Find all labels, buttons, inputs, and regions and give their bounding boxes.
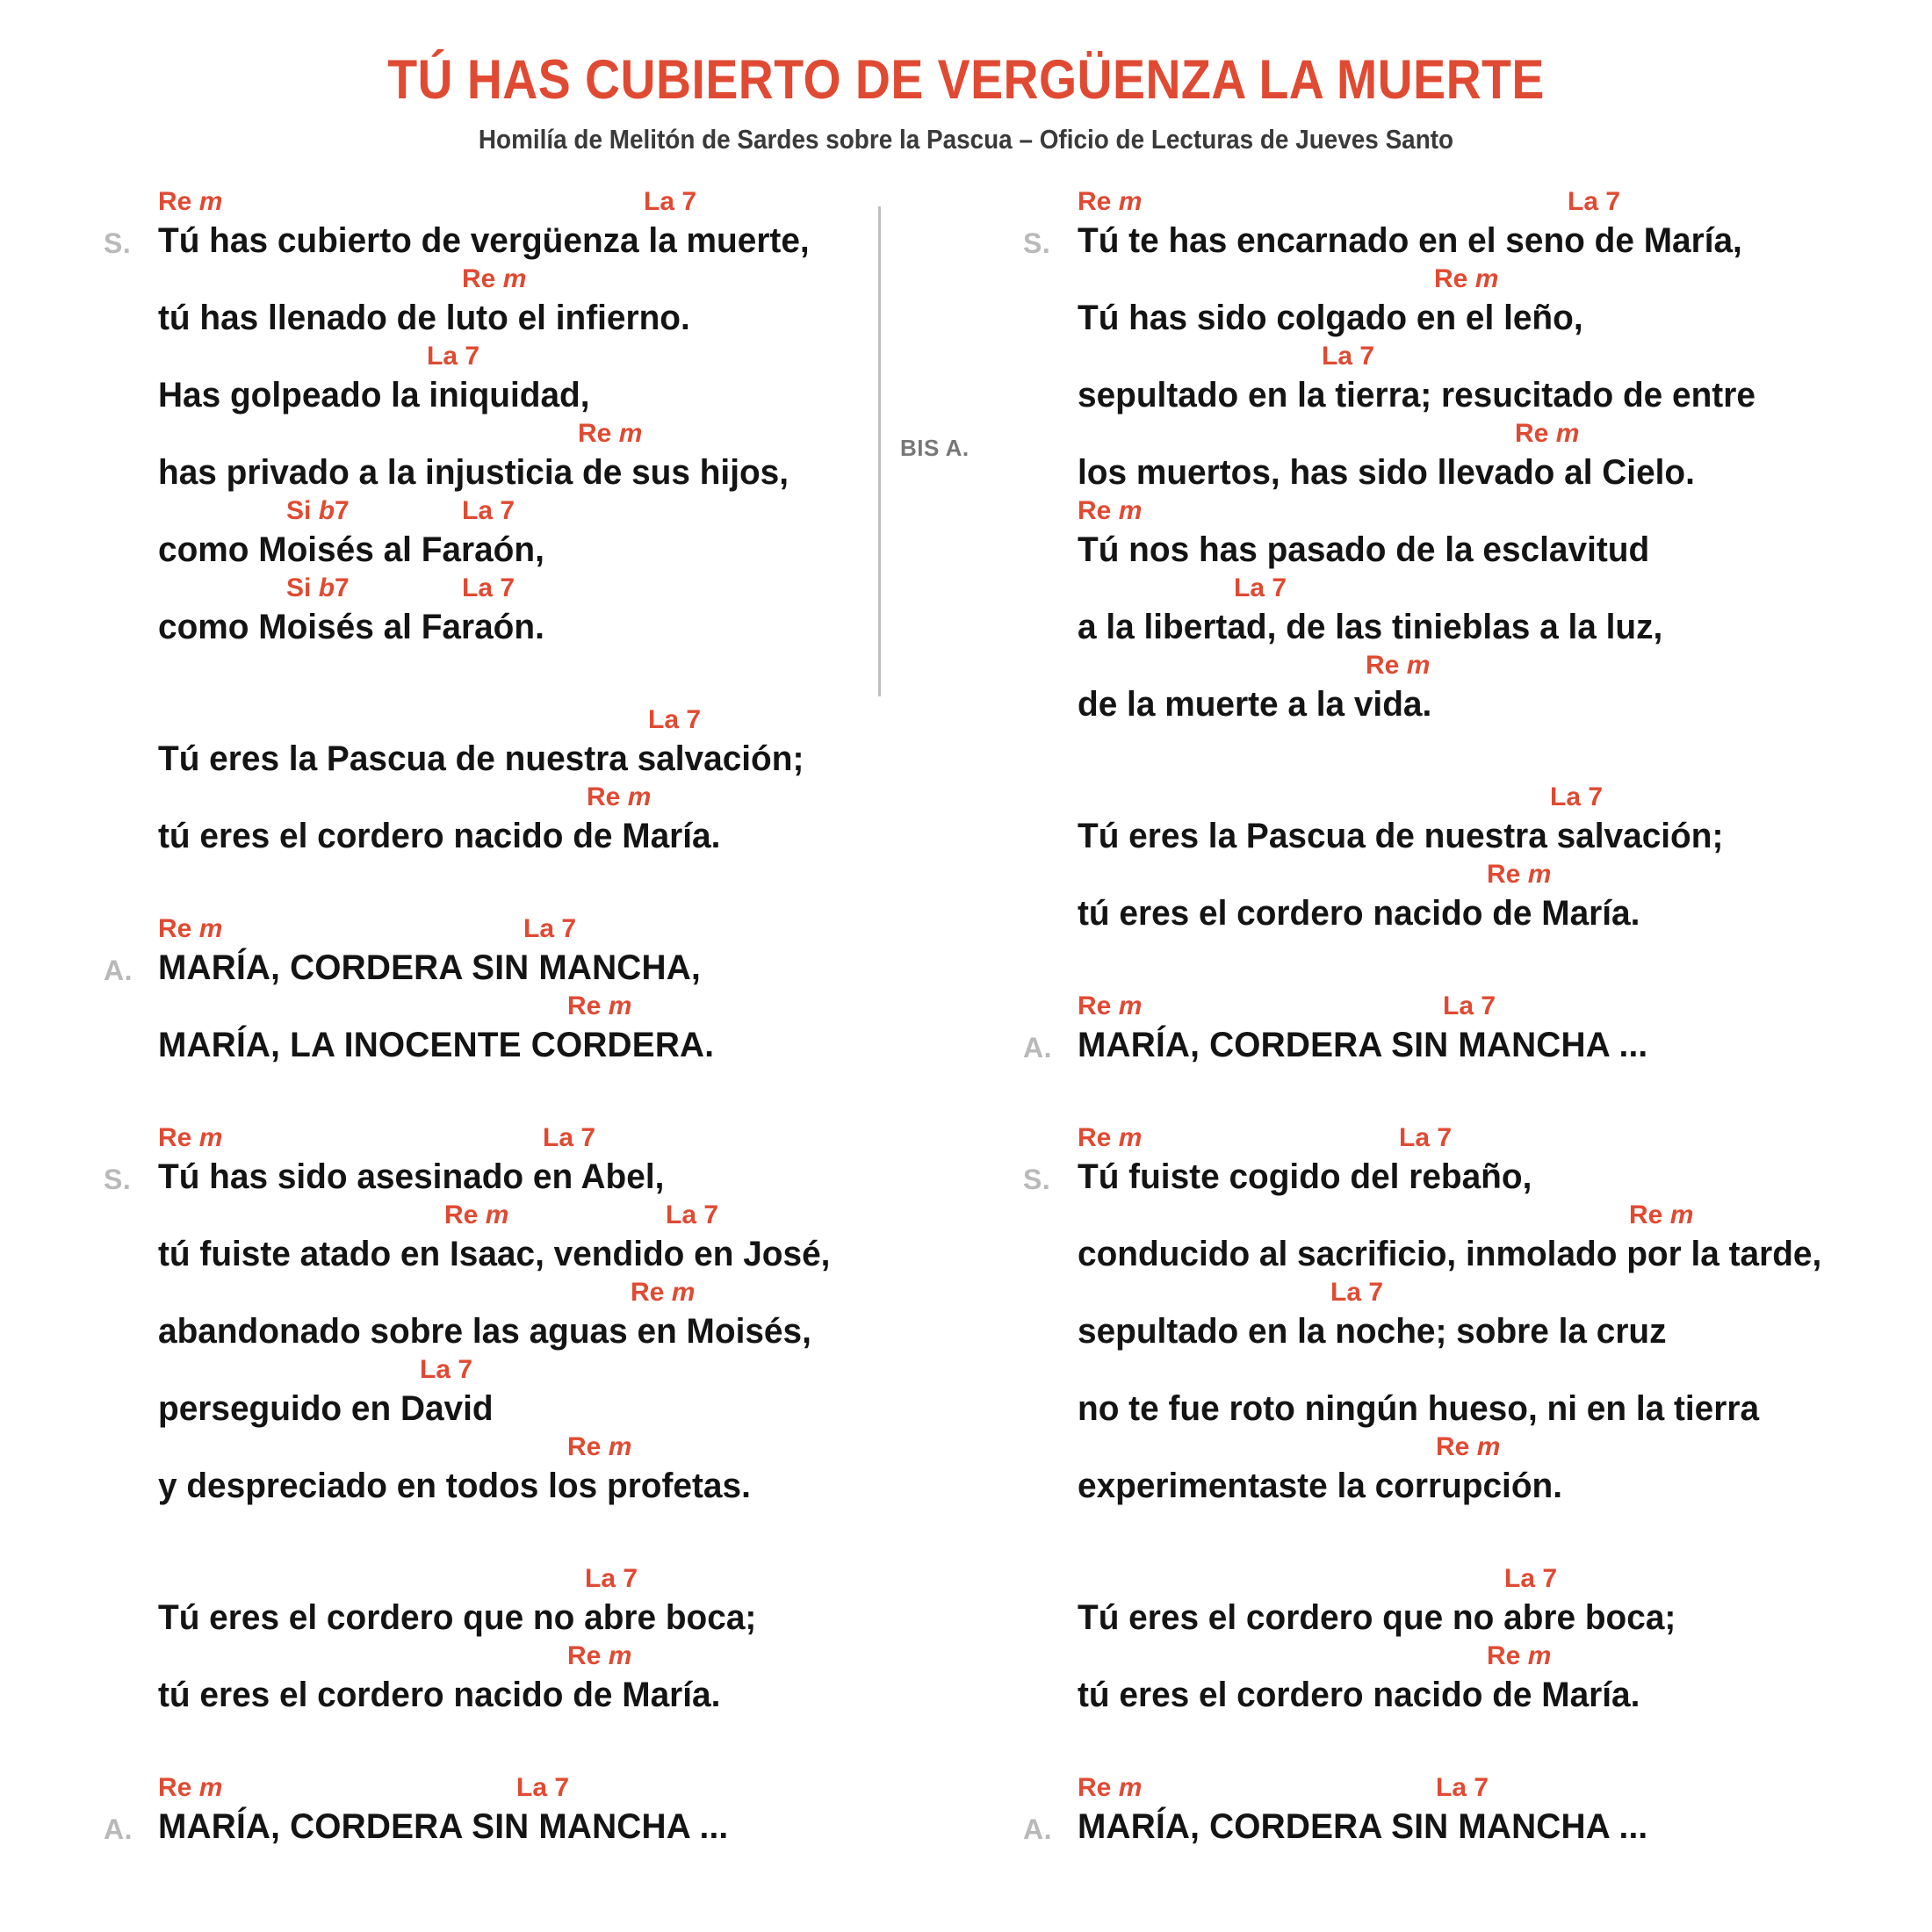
lyric-row — [104, 1311, 876, 1355]
chord-row — [104, 1280, 876, 1311]
chord-row — [1023, 1280, 1796, 1311]
lyric-text: Tú has sido asesinado en Abel, — [158, 1157, 665, 1196]
chord-row — [104, 784, 876, 816]
chord-row — [104, 1357, 876, 1388]
lyric-text: como Moisés al Faraón, — [158, 530, 544, 569]
refrain-text: MARÍA, CORDERA SIN MANCHA ... — [1078, 1026, 1648, 1064]
lyric-text: Tú nos has pasado de la esclavitud — [1078, 530, 1650, 569]
chord-label: La 7 — [1234, 573, 1287, 602]
chord-label: Re m — [444, 1200, 509, 1229]
chord-label: Re m — [158, 1773, 223, 1802]
lyric-line — [1023, 343, 1796, 421]
chord-label: La 7 — [462, 573, 515, 602]
lyric-text: sepultado en la noche; sobre la cruz — [1078, 1312, 1667, 1351]
lyric-line — [104, 1357, 876, 1434]
chord-label: La 7 — [462, 496, 515, 525]
lyric-row — [104, 1025, 876, 1069]
lyric-row — [1023, 1234, 1822, 1278]
chord-label: Re m — [578, 419, 643, 448]
chord-row — [1023, 1357, 1796, 1388]
lyric-line — [1023, 266, 1796, 343]
chord-row — [1023, 343, 1796, 375]
chord-label: Re m — [1078, 187, 1143, 216]
chord-label: Re m — [1436, 1432, 1501, 1461]
lyric-line — [1023, 861, 1796, 939]
chord-row — [1023, 1643, 1796, 1675]
lyric-text: tú eres el cordero nacido de María. — [158, 817, 721, 855]
lyric-row — [104, 1806, 876, 1850]
lyric-row — [104, 1157, 876, 1200]
chord-label: Re m — [1078, 1123, 1143, 1152]
speaker-marker: A. — [1023, 1032, 1052, 1063]
chord-label: Re m — [1078, 991, 1143, 1020]
lyric-row — [1023, 1157, 1796, 1200]
lyric-line — [1023, 1775, 1796, 1852]
refrain-text: MARÍA, CORDERA SIN MANCHA ... — [158, 1807, 729, 1846]
speaker-marker: S. — [1023, 227, 1051, 259]
chord-label: La 7 — [523, 914, 577, 943]
lyric-line — [104, 1566, 876, 1643]
chord-label: Re m — [567, 991, 632, 1020]
lyric-row — [104, 816, 876, 860]
chord-label: La 7 — [648, 705, 702, 734]
lyric-text: Tú eres la Pascua de nuestra salvación; — [1078, 817, 1724, 855]
speaker-marker: A. — [104, 955, 133, 986]
chord-label: Re m — [1366, 651, 1431, 680]
lyric-text: tú eres el cordero nacido de María. — [1078, 1676, 1640, 1714]
lyric-text: Tú eres el cordero que no abre boca; — [158, 1598, 757, 1637]
speaker-marker: S. — [104, 1164, 132, 1195]
lyric-text: de la muerte a la vida. — [1078, 685, 1432, 724]
lyric-row — [104, 1388, 876, 1432]
chord-row — [104, 993, 876, 1025]
lyric-row — [1023, 1025, 1796, 1069]
lyric-row — [1023, 1466, 1796, 1510]
lyric-row — [1023, 298, 1796, 342]
refrain-text: MARÍA, LA INOCENTE CORDERA. — [158, 1026, 715, 1064]
chord-label: Re m — [1434, 264, 1499, 293]
speaker-marker: S. — [1023, 1164, 1051, 1195]
left-column — [104, 189, 876, 1852]
chord-row — [104, 1643, 876, 1675]
lyric-row — [104, 1597, 876, 1641]
lyric-line — [1023, 189, 1796, 266]
lyric-row — [1023, 452, 1796, 496]
lyric-text: experimentaste la corrupción. — [1078, 1467, 1563, 1505]
chord-label: La 7 — [427, 342, 480, 371]
lyric-line — [104, 1434, 876, 1511]
lyric-text: abandonado sobre las aguas en Moisés, — [158, 1312, 811, 1351]
lyric-text: Tú eres el cordero que no abre boca; — [1078, 1598, 1676, 1637]
lyric-line — [104, 916, 876, 993]
lyric-row — [1023, 684, 1796, 728]
chord-label: La 7 — [644, 187, 697, 216]
chord-row — [1023, 1434, 1796, 1466]
chord-label: La 7 — [1443, 991, 1496, 1020]
lyric-line — [1023, 1125, 1796, 1202]
chord-label: Re m — [158, 1123, 223, 1152]
chord-row — [104, 1566, 876, 1597]
lyric-text: no te fue roto ningún hueso, ni en la tierra — [1078, 1389, 1760, 1428]
lyric-line — [1023, 575, 1796, 652]
chord-label: Re m — [1487, 860, 1552, 889]
lyric-text: Tú eres la Pascua de nuestra salvación; — [158, 739, 804, 778]
page-subtitle: Homilía de Melitón de Sardes sobre la Pascua – Oficio de Lecturas de Jueves Santo — [478, 124, 1454, 155]
speaker-marker: A. — [104, 1813, 133, 1845]
chord-row — [1023, 421, 1796, 452]
chord-row — [104, 1125, 876, 1157]
lyric-text: y despreciado en todos los profetas. — [158, 1467, 751, 1505]
refrain-stanza — [104, 916, 876, 1071]
lyric-line — [1023, 784, 1796, 861]
verse-stanza — [1023, 1123, 1822, 1511]
lyric-line — [1023, 421, 1796, 498]
chord-row — [1023, 266, 1796, 298]
chord-label: Re m — [631, 1278, 696, 1307]
lyric-row — [104, 220, 876, 264]
chord-label: La 7 — [1504, 1564, 1558, 1593]
lyric-text: Has golpeado la iniquidad, — [158, 376, 590, 415]
page-title: TÚ HAS CUBIERTO DE VERGÜENZA LA MUERTE — [387, 49, 1545, 111]
lyric-line — [1023, 1434, 1796, 1511]
lyric-line — [1023, 993, 1796, 1071]
lyric-line — [1023, 1643, 1796, 1720]
lyric-row — [1023, 1388, 1796, 1432]
lyrics-columns — [0, 189, 1932, 1932]
lyric-line — [104, 343, 876, 421]
lyric-row — [1023, 530, 1796, 573]
chord-label: La 7 — [420, 1355, 473, 1384]
lyric-text: como Moisés al Faraón. — [158, 608, 544, 646]
lyric-row — [1023, 375, 1796, 419]
lyric-text: Tú fuiste cogido del rebaño, — [1078, 1157, 1532, 1196]
speaker-marker: S. — [104, 227, 132, 259]
chord-label: La 7 — [666, 1200, 719, 1229]
lyric-text: a la libertad, de las tinieblas a la luz, — [1078, 608, 1663, 646]
header — [0, 0, 1932, 155]
chord-label: Re m — [158, 187, 223, 216]
chord-row — [1023, 784, 1796, 816]
lyric-line — [104, 1643, 876, 1720]
chord-label: Re m — [1629, 1200, 1694, 1229]
refrain-stanza — [1023, 993, 1796, 1071]
lyric-text: tú eres el cordero nacido de María. — [1078, 894, 1640, 933]
lyric-line — [104, 421, 876, 498]
lyric-line — [104, 498, 876, 575]
chord-row — [1023, 861, 1796, 893]
chord-row — [104, 1775, 876, 1806]
chord-row — [104, 916, 876, 948]
right-column — [1023, 187, 1822, 1852]
verse-stanza — [1023, 784, 1796, 939]
lyric-row — [1023, 220, 1796, 264]
refrain-stanza — [1023, 1775, 1796, 1852]
lyric-line — [104, 266, 876, 343]
lyric-line — [1023, 498, 1796, 575]
lyric-line — [104, 575, 876, 652]
chord-label: La 7 — [1568, 187, 1621, 216]
lyric-row — [104, 1675, 876, 1719]
chord-row — [104, 266, 876, 298]
chord-label: La 7 — [516, 1773, 570, 1802]
chord-label: Re m — [587, 782, 652, 811]
lyric-text: perseguido en David — [158, 1389, 494, 1428]
lyric-line — [104, 1202, 876, 1280]
lyric-row — [104, 948, 876, 991]
chord-label: Re m — [462, 264, 527, 293]
bis-label: BIS A. — [900, 435, 970, 461]
lyric-row — [1023, 1675, 1796, 1719]
verse-stanza — [104, 1566, 876, 1720]
chord-row — [1023, 1566, 1796, 1597]
lyric-row — [104, 298, 876, 342]
verse-stanza — [104, 1125, 876, 1511]
chord-label: Re m — [1515, 419, 1580, 448]
lyric-row — [1023, 1597, 1796, 1641]
lyric-line — [1023, 1566, 1796, 1643]
chord-row — [1023, 498, 1796, 530]
chord-row — [104, 421, 876, 452]
verse-stanza — [104, 189, 876, 652]
lyric-line — [104, 1280, 876, 1357]
chord-row — [104, 189, 876, 220]
chord-label: Re m — [567, 1432, 632, 1461]
chord-row — [1023, 1125, 1796, 1157]
lyric-row — [104, 1234, 876, 1278]
chord-row — [104, 1434, 876, 1466]
lyric-row — [104, 739, 876, 782]
chord-row — [1023, 1202, 1796, 1234]
verse-stanza — [1023, 189, 1796, 730]
lyric-row — [104, 530, 876, 573]
lyric-line — [104, 189, 876, 266]
chord-row — [104, 1202, 876, 1234]
lyric-text: tú eres el cordero nacido de María. — [158, 1676, 721, 1714]
chord-label: La 7 — [1399, 1123, 1453, 1152]
chord-row — [104, 707, 876, 739]
lyric-text: tú fuiste atado en Isaac, vendido en José, — [158, 1235, 831, 1273]
chord-label: La 7 — [543, 1123, 596, 1152]
lyric-text: has privado a la injusticia de sus hijos, — [158, 453, 789, 492]
chord-label: Si b7 — [286, 573, 350, 602]
lyric-text: sepultado en la tierra; resucitado de entre — [1078, 376, 1755, 415]
lyric-row — [1023, 607, 1796, 651]
chord-row — [1023, 189, 1796, 220]
lyric-line — [104, 707, 876, 784]
lyric-text: conducido al sacrificio, inmolado por la tarde, — [1078, 1235, 1822, 1273]
chord-row — [1023, 1775, 1796, 1806]
chord-label: La 7 — [1330, 1278, 1384, 1307]
lyric-text: los muertos, has sido llevado al Cielo. — [1078, 453, 1695, 492]
chord-row — [1023, 652, 1796, 684]
lyric-line — [104, 1125, 876, 1202]
lyric-text: tú has llenado de luto el infierno. — [158, 299, 690, 337]
chord-row — [104, 575, 876, 607]
lyric-line — [1023, 1200, 1822, 1280]
chord-label: Re m — [1078, 1773, 1143, 1802]
lyric-row — [104, 607, 876, 651]
lyric-row — [1023, 893, 1796, 937]
verse-stanza — [1023, 1566, 1796, 1720]
refrain-text: MARÍA, CORDERA SIN MANCHA, — [158, 948, 701, 987]
refrain-text: MARÍA, CORDERA SIN MANCHA ... — [1078, 1807, 1648, 1846]
lyric-text: Tú te has encarnado en el seno de María, — [1078, 221, 1742, 260]
chord-label: La 7 — [1436, 1773, 1489, 1802]
chord-row — [1023, 993, 1796, 1025]
lyric-row — [1023, 1311, 1796, 1355]
lyric-row — [1023, 816, 1796, 860]
lyric-line — [104, 1775, 876, 1852]
chord-label: Re m — [567, 1641, 632, 1670]
chord-label: La 7 — [1322, 342, 1375, 371]
refrain-stanza — [104, 1775, 876, 1852]
lyric-row — [1023, 1806, 1796, 1850]
lyric-row — [104, 1466, 876, 1510]
speaker-marker: A. — [1023, 1813, 1052, 1845]
chord-label: Re m — [158, 914, 223, 943]
chord-label: Si b7 — [286, 496, 350, 525]
lyric-line — [1023, 1357, 1796, 1434]
chord-label: Re m — [1487, 1641, 1552, 1670]
chord-row — [104, 498, 876, 530]
bis-bracket-divider — [878, 206, 881, 696]
chord-row — [104, 343, 876, 375]
lyric-row — [104, 375, 876, 419]
lyric-line — [1023, 1280, 1796, 1357]
lyric-text: Tú has cubierto de vergüenza la muerte, — [158, 221, 810, 260]
chord-label: La 7 — [585, 1564, 638, 1593]
lyric-line — [1023, 652, 1796, 730]
chord-label: Re m — [1078, 496, 1143, 525]
lyric-line — [104, 784, 876, 861]
chord-label: La 7 — [1550, 782, 1604, 811]
verse-stanza — [104, 707, 876, 861]
lyric-text: Tú has sido colgado en el leño, — [1078, 299, 1583, 337]
lyric-line — [104, 993, 876, 1071]
chord-row — [1023, 575, 1796, 607]
lyric-row — [104, 452, 876, 496]
